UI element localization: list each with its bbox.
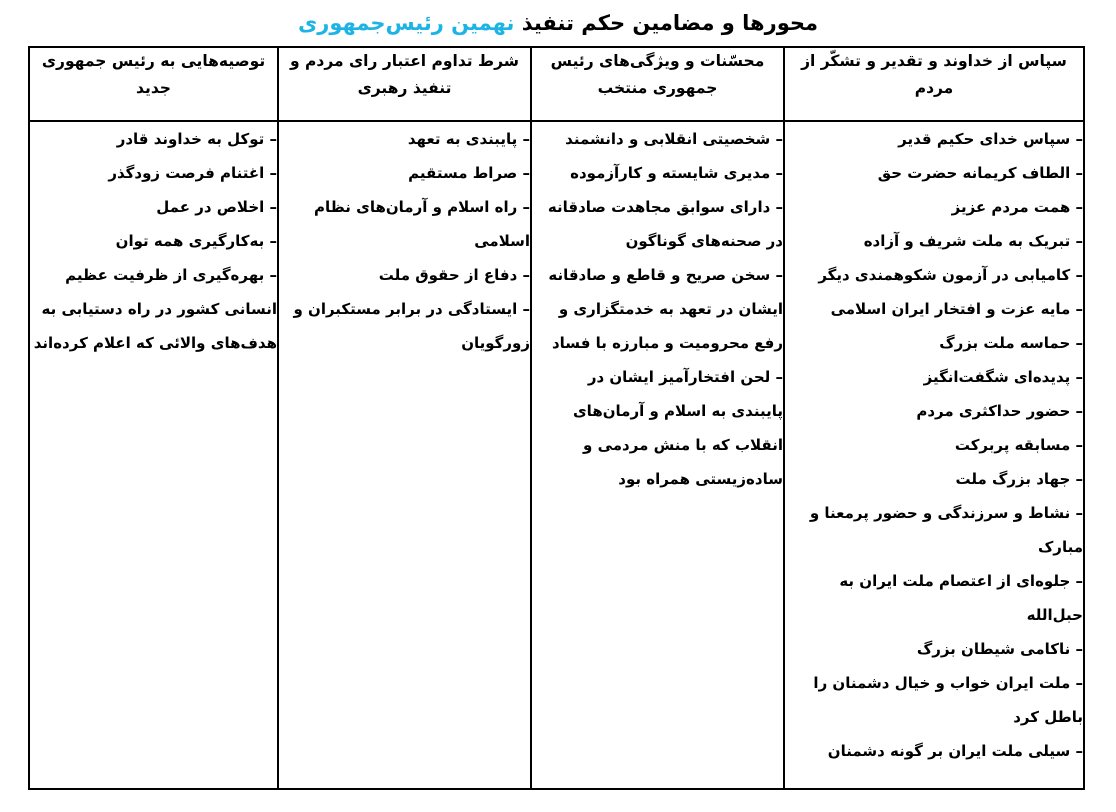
item-list-merits xyxy=(532,122,783,496)
list-item: – شخصیتی انقلابی و دانشمند xyxy=(565,130,783,148)
column-header-conditions-label: شرط تداوم اعتبار رای مردم و تنفیذ رهبری xyxy=(290,52,519,97)
column-header-thanks xyxy=(784,47,1084,121)
list-item: – مسابقه پربرکت xyxy=(954,436,1083,454)
list-item: – ملت ایران خواب و خیال دشمنان را باطل کرد xyxy=(813,674,1083,726)
item-list-thanks xyxy=(785,122,1083,768)
item-list-conditions xyxy=(279,122,530,360)
column-header-thanks-label: سپاس از خداوند و تقدیر و تشکّر از مردم xyxy=(801,52,1067,97)
list-item: – نشاط و سرزندگی و حضور پرمعنا و مبارک xyxy=(809,504,1083,556)
list-item: – دفاع از حقوق ملت xyxy=(378,266,530,284)
list-item: – صراط مستقیم xyxy=(408,164,530,182)
column-body-merits xyxy=(531,121,784,789)
column-header-recommendations-label: توصیه‌هایی به رئیس جمهوری جدید xyxy=(41,52,266,97)
list-item: – جلوه‌ای از اعتصام ملت ایران به حبل‌الله xyxy=(839,572,1083,624)
list-item: – اغتنام فرصت زودگذر xyxy=(108,164,277,182)
list-item: – پدیده‌ای شگفت‌انگیز xyxy=(923,368,1083,386)
list-item: – تبریک به ملت شریف و آزاده xyxy=(863,232,1083,250)
list-item: – کامیابی در آزمون شکوهمندی دیگر xyxy=(818,266,1083,284)
list-item: – الطاف کریمانه حضرت حق xyxy=(877,164,1083,182)
list-item: – سخن صریح و قاطع و صادقانه ایشان در تعهد به خدمتگزاری و رفع محرومیت و مبارزه با فساد xyxy=(548,266,783,352)
list-item: – اخلاص در عمل xyxy=(156,198,277,216)
list-item: – بهره‌گیری از ظرفیت عظیم انسانی کشور در راه دستیابی به هدف‌های والائی که اعلام کرده‌اند xyxy=(33,266,277,352)
list-item: – مدیری شایسته و کارآزموده xyxy=(570,164,783,182)
table-container xyxy=(30,46,1085,790)
table-body-row xyxy=(29,121,1084,789)
column-header-merits-label: محسّنات و ویژگی‌های رئیس جمهوری منتخب xyxy=(550,52,765,97)
page-title-primary: محورها و مضامین حکم تنفیذ xyxy=(514,11,818,35)
list-item: – ناکامی شیطان بزرگ xyxy=(916,640,1083,658)
column-header-merits xyxy=(531,47,784,121)
table-body xyxy=(29,121,1084,789)
list-item: – جهاد بزرگ ملت xyxy=(955,470,1083,488)
list-item: – همت مردم عزیز xyxy=(951,198,1083,216)
list-item: – لحن افتخارآمیز ایشان در پایبندی به اسلام و آرمان‌های انقلاب که با منش مردمی و ساده‌زیستی همراه بود xyxy=(572,368,783,488)
list-item: – به‌کارگیری همه توان xyxy=(115,232,277,250)
list-item: – پایبندی به تعهد xyxy=(407,130,530,148)
list-item: – سیلی ملت ایران بر گونه دشمنان xyxy=(827,742,1083,760)
column-body-conditions xyxy=(278,121,531,789)
column-body-recommendations xyxy=(29,121,278,789)
list-item: – حماسه ملت بزرگ xyxy=(939,334,1083,352)
list-item: – مایه عزت و افتخار ایران اسلامی xyxy=(830,300,1083,318)
list-item: – توکل به خداوند قادر xyxy=(116,130,277,148)
table-header-row xyxy=(29,47,1084,121)
list-item: – حضور حداکثری مردم xyxy=(916,402,1083,420)
list-item: – ایستادگی در برابر مستکبران و زورگویان xyxy=(293,300,530,352)
list-item: – دارای سوابق مجاهدت صادقانه در صحنه‌های گوناگون xyxy=(547,198,783,250)
list-item: – راه اسلام و آرمان‌های نظام اسلامی xyxy=(314,198,530,250)
column-body-thanks xyxy=(784,121,1084,789)
table-header xyxy=(29,47,1084,121)
page-title-highlight: نهمین رئیس‌جمهوری xyxy=(297,11,515,35)
column-header-conditions xyxy=(278,47,531,121)
list-item: – سپاس خدای حکیم قدیر xyxy=(898,130,1083,148)
page-title xyxy=(0,8,1116,38)
item-list-recommendations xyxy=(30,122,277,360)
column-header-recommendations xyxy=(29,47,278,121)
content-table xyxy=(28,46,1085,790)
